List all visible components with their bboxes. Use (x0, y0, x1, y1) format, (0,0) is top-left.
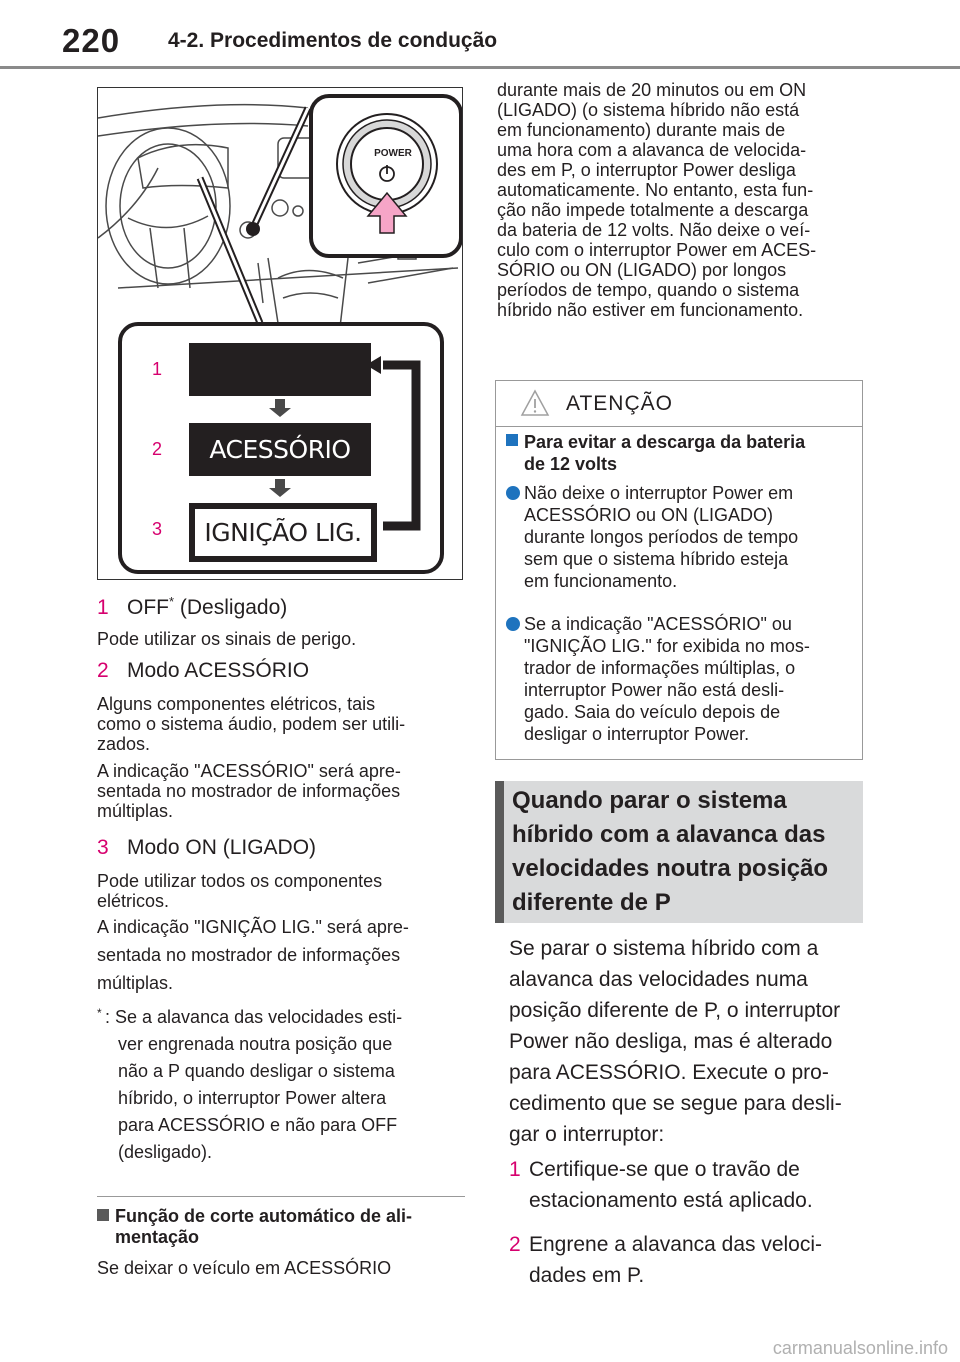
step-2-number: 2 (509, 1233, 521, 1256)
warning-subtitle (524, 431, 854, 475)
mode-3-title: Modo ON (LIGADO) (127, 836, 317, 859)
text-line: dades em P. (529, 1264, 645, 1287)
text-line: sem que o sistema híbrido esteja (524, 549, 789, 569)
text-line: ção não impede totalmente a descarga (497, 200, 809, 220)
text-line: Engrene a alavanca das veloci- (529, 1233, 823, 1256)
mode-number-2: 2 (152, 439, 163, 459)
text-line: A indicação "ACESSÓRIO" será apre- (97, 761, 401, 781)
text-line: Alguns componentes elétricos, tais (97, 694, 376, 714)
text-line: híbrido não estiver em funcionamento. (497, 300, 804, 320)
text-line: gar o interruptor: (509, 1123, 665, 1146)
text-line: : Se a alavanca das velocidades esti- (105, 1007, 403, 1027)
warning-bullet-1 (524, 482, 854, 592)
section-body (509, 933, 869, 1150)
text-line: Não deixe o interruptor Power em (524, 483, 794, 503)
mode-3-description (97, 871, 382, 911)
text-line: velocidades noutra posição (512, 855, 829, 882)
text-line: SÓRIO ou ON (LIGADO) por longos (497, 260, 787, 280)
footnote-marker: * (97, 1006, 102, 1020)
text-line: cedimento que se segue para desli- (509, 1092, 842, 1115)
text-line: da bateria de 12 volts. Não deixe o veí- (497, 220, 811, 240)
text-line: de 12 volts (524, 454, 618, 474)
text-line: des em P, o interruptor Power desliga (497, 160, 796, 180)
heading-accent-bar (495, 781, 504, 923)
text-line: em funcionamento. (524, 571, 678, 591)
square-bullet-icon (97, 1209, 109, 1221)
text-line: para ACESSÓRIO e não para OFF (118, 1115, 398, 1135)
mode-1-title: OFF (127, 596, 169, 619)
text-line: posição diferente de P, o interruptor (509, 999, 841, 1022)
text-line: mentação (115, 1227, 200, 1247)
section-title: 4-2. Procedimentos de condução (168, 29, 498, 52)
section-heading (512, 784, 857, 920)
mode-1-asterisk: * (169, 594, 175, 609)
text-line: zados. (97, 734, 151, 754)
square-bullet-icon (506, 434, 518, 446)
text-line: Pode utilizar todos os componentes (97, 871, 383, 891)
mode-number-3: 3 (152, 519, 163, 539)
warning-title: ATENÇÃO (566, 392, 673, 415)
text-line: Se a indicação "ACESSÓRIO" ou (524, 614, 792, 634)
mode-3-heading (97, 836, 316, 860)
text-line: desligar o interruptor Power. (524, 724, 750, 744)
text-line: Para evitar a descarga da bateria (524, 432, 806, 452)
mode-ignition-display (189, 503, 377, 562)
text-line: elétricos. (97, 891, 170, 911)
mode-2-title: Modo ACESSÓRIO (127, 659, 310, 682)
mode-3-indication (97, 913, 409, 997)
mode-1-number: 1 (97, 596, 109, 619)
text-line: Power não desliga, mas é alterado (509, 1030, 833, 1053)
auto-cutoff-continued (497, 80, 867, 320)
mode-1-description: Pode utilizar os sinais de perigo. (97, 629, 357, 649)
step-1-number: 1 (509, 1158, 521, 1181)
text-line: "IGNIÇÃO LIG." for exibida no mos- (524, 636, 810, 656)
text-line: Função de corte automático de ali- (115, 1206, 413, 1226)
text-line: diferente de P (512, 889, 671, 916)
text-line: trador de informações múltiplas, o (524, 658, 796, 678)
text-line: sentada no mostrador de informações (97, 781, 401, 801)
text-line: em funcionamento) durante mais de (497, 120, 786, 140)
text-line: Se parar o sistema híbrido com a (509, 937, 819, 960)
text-line: híbrido com a alavanca das (512, 821, 826, 848)
mode-number-1: 1 (152, 359, 163, 379)
text-line: sentada no mostrador de informações (97, 945, 401, 965)
text-line: (LIGADO) (o sistema híbrido não está (497, 100, 800, 120)
warning-triangle-icon (520, 389, 550, 417)
mode-3-number: 3 (97, 836, 109, 859)
text-line: para ACESSÓRIO. Execute o pro- (509, 1061, 829, 1084)
mode-1-heading (97, 594, 287, 620)
text-line: uma hora com a alavanca de velocida- (497, 140, 807, 160)
watermark: carmanualsonline.info (772, 1338, 948, 1358)
step-2-text (529, 1229, 822, 1291)
subsection-body: Se deixar o veículo em ACESSÓRIO (97, 1258, 392, 1278)
page-number: 220 (62, 22, 121, 59)
section-heading-box (495, 781, 863, 923)
mode-accessory-display: ACESSÓRIO (189, 423, 371, 476)
text-line: culo com o interruptor Power em ACES- (497, 240, 817, 260)
text-line: múltiplas. (97, 801, 174, 821)
bullet-icon (506, 617, 520, 631)
text-line: ACESSÓRIO ou ON (LIGADO) (524, 505, 774, 525)
text-line: Quando parar o sistema (512, 787, 787, 814)
text-line: como o sistema áudio, podem ser utili- (97, 714, 406, 734)
text-line: (desligado). (118, 1142, 213, 1162)
subsection-heading (97, 1206, 412, 1248)
bullet-icon (506, 486, 520, 500)
text-line: múltiplas. (97, 973, 174, 993)
text-line: automaticamente. No entanto, esta fun- (497, 180, 814, 200)
mode-off-display (189, 343, 371, 396)
header-divider (0, 66, 960, 69)
mode-2-number: 2 (97, 659, 109, 682)
text-line: estacionamento está aplicado. (529, 1189, 813, 1212)
text-line: durante mais de 20 minutos ou em ON (497, 80, 807, 100)
warning-header (496, 381, 862, 427)
footnote (97, 1004, 467, 1166)
text-line: períodos de tempo, quando o sistema (497, 280, 800, 300)
mode-ignition-label: IGNIÇÃO LIG. (204, 518, 362, 547)
text-line: interruptor Power não está desli- (524, 680, 785, 700)
subsection-divider (97, 1196, 465, 1197)
text-line: gado. Saia do veículo depois de (524, 702, 781, 722)
text-line: Certifique-se que o travão de (529, 1158, 800, 1181)
text-line: durante longos períodos de tempo (524, 527, 799, 547)
text-line: alavanca das velocidades numa (509, 968, 808, 991)
warning-bullet-2 (524, 613, 854, 745)
warning-box (495, 380, 863, 760)
text-line: A indicação "IGNIÇÃO LIG." será apre- (97, 917, 409, 937)
power-switch-illustration (97, 87, 463, 580)
mode-2-description (97, 694, 405, 821)
text-line: não a P quando desligar o sistema (118, 1061, 395, 1081)
mode-2-heading (97, 659, 309, 683)
text-line: híbrido, o interruptor Power altera (118, 1088, 387, 1108)
power-button-label: POWER (374, 148, 412, 159)
text-line: ver engrenada noutra posição que (118, 1034, 393, 1054)
step-1-text (529, 1154, 813, 1216)
mode-1-title-tail: (Desligado) (174, 596, 288, 619)
